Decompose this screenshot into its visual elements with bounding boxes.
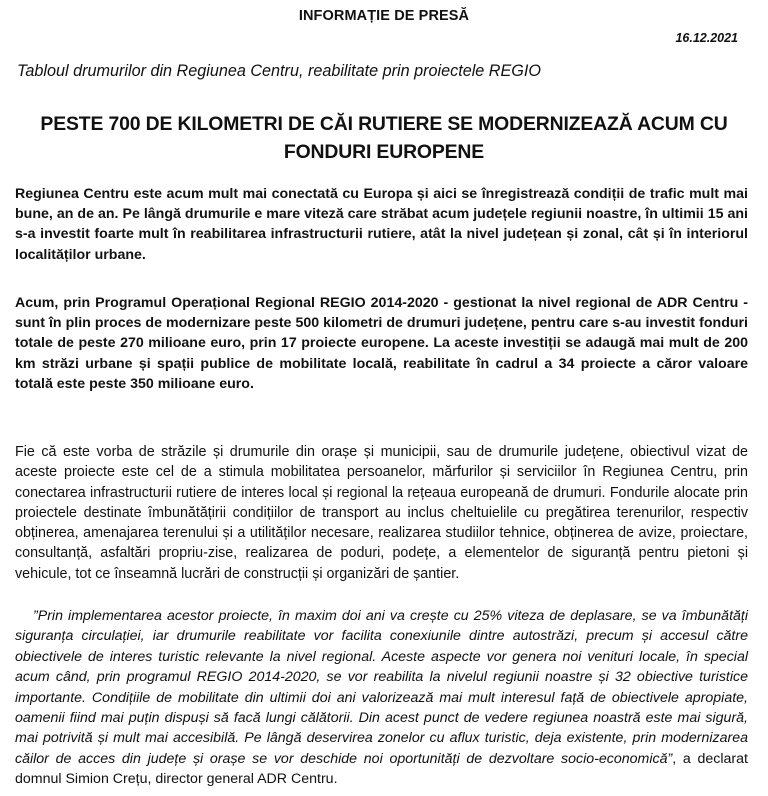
quote-paragraph: [15, 606, 748, 790]
intro-paragraph: Regiunea Centru este acum mult mai conectată cu Europa și aici se înregistrează condiții de trafic mult mai bune, an de an. Pe lângă drumurile e mare viteză care străbat acum județele regiunii noastre, în ultimii 15 ani s-a investit foarte mult în reabilitarea infrastructurii rutiere, atât la nivel județean și zonal, cât și în interiorul localităților urbane.: [15, 186, 748, 263]
quote-text: ”Prin implementarea acestor proiecte, în maxim doi ani va crește cu 25% viteza de deplasare, se va îmbunătăți siguranța circulației, iar drumurile reabilitate vor facilita conexiunile dintre autostrăzi, precum și accesul către obiectivele de interes turistic relevante la nivel regional. Aceste aspecte vor genera noi venituri locale, în special acum când, prin programul REGIO 2014-2020, se vor reabilita la nivelul regiunii noastre și 32 obiective turistice importante. Condițiile de mobilitate din ultimii doi ani valorizează mai mult interesul față de obiectivele apropiate, oamenii fiind mai puțin dispuși să facă lungi călătorii. Din acest punct de vedere regiunea noastră este mai sigură, mai potrivită și mult mai accesibilă. Pe lângă deservirea zonelor cu aflux turistic, deja existente, prin modernizarea căilor de acces din județe și orașe se vor deschide noi oportunități de dezvoltare socio-economică”: [15, 608, 748, 767]
release-date: 16.12.2021: [675, 31, 738, 45]
quote-attribution: , a declarat domnul Simion Crețu, director general ADR Centru.: [15, 750, 748, 788]
investment-paragraph: Acum, prin Programul Operațional Regional REGIO 2014-2020 - gestionat la nivel regional de ADR Centru - sunt în plin proces de modernizare peste 500 kilometri de drumuri județene, pentru care s-au investit fonduri totale de peste 270 milioane euro, prin 17 proiecte europene. La aceste investiții se adaugă mai mult de 200 km străzi urbane și spații publice de mobilitate locală, reabilitate în cadrul a 34 proiecte a căror valoare totală este peste 350 milioane euro.: [15, 295, 748, 392]
subtitle: Tabloul drumurilor din Regiunea Centru, reabilitate prin proiectele REGIO: [17, 62, 541, 80]
headline: PESTE 700 DE KILOMETRI DE CĂI RUTIERE SE MODERNIZEAZĂ ACUM CU FONDURI EUROPENE: [40, 113, 728, 163]
objectives-paragraph: Fie că este vorba de străzile și drumurile din orașe și municipii, sau de drumurile județene, obiectivul vizat de aceste proiecte este cel de a stimula mobilitatea persoanelor, mărfurilor și serviciilor în Regiunea Centru, prin conectarea infrastructurii rutiere de interes local și regional la rețeaua europeană de drumuri. Fondurile alocate prin proiectele destinate îmbunătățirii condițiilor de transport au inclus cheltuielile cu pregătirea terenurilor, respectiv obținerea, amenajarea terenului și a utilităților necesare, realizarea studiilor tehnice, obținerea de avize, proiectare, consultanță, asfaltări propriu-zise, realizarea de poduri, podețe, a elementelor de siguranță pentru pietoni și vehicule, tot ce înseamnă lucrări de construcții și organizări de șantier.: [15, 444, 748, 582]
press-release-label: INFORMAȚIE DE PRESĂ: [298, 8, 470, 24]
